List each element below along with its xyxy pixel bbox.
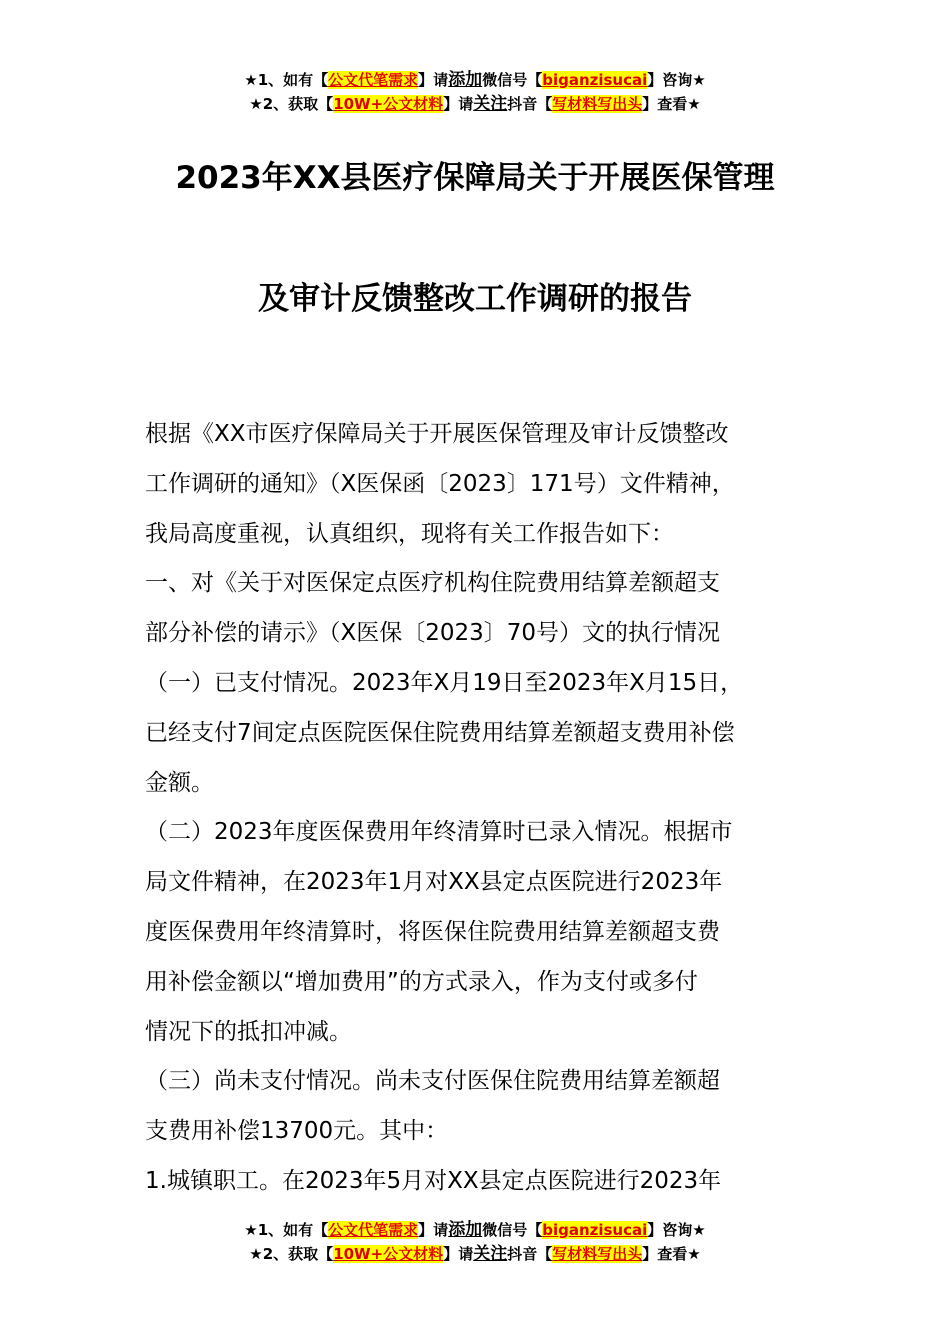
body-line: （一）已支付情况。2023年X月19日至2023年X月15日， [145, 669, 744, 696]
body-line: 局文件精神，在2023年1月对XX县定点医院进行2023年 [145, 869, 723, 896]
body-line: 1.城镇职工。在2023年5月对XX县定点医院进行2023年 [145, 1167, 722, 1194]
body-line: 工作调研的通知》（X医保函〔2023〕171号）文件精神， [145, 470, 735, 497]
promo-line-2: ★2、获取【10W+公文材料】请关注抖音【写材料写出头】查看★ [249, 94, 701, 114]
body-line: 支费用补偿13700元。其中： [145, 1118, 449, 1145]
body-line: 根据《XX市医疗保障局关于开展医保管理及审计反馈整改 [145, 421, 729, 447]
body-line: 一、对《关于对医保定点医疗机构住院费用结算差额超支 [145, 570, 720, 597]
body-line: 金额。 [145, 769, 214, 796]
body-line: （三）尚未支付情况。尚未支付医保住院费用结算差额超 [145, 1068, 720, 1095]
body-line: 度医保费用年终清算时，将医保住院费用结算差额超支费 [145, 918, 720, 945]
body-line: 我局高度重视，认真组织，现将有关工作报告如下： [145, 520, 674, 547]
title-line-1: 2023年XX县医疗保障局关于开展医保管理 [175, 160, 775, 196]
body-line: 用补偿金额以“增加费用”的方式录入，作为支付或多付 [145, 968, 698, 995]
body-line: 部分补偿的请示》（X医保〔2023〕70号）文的执行情况 [145, 620, 721, 647]
promo-banner-top [0, 68, 950, 116]
promo-line-2: ★2、获取【10W+公文材料】请关注抖音【写材料写出头】查看★ [249, 1244, 701, 1264]
body-line: 已经支付7间定点医院医保住院费用结算差额超支费用补偿 [145, 719, 735, 746]
body-line: （二）2023年度医保费用年终清算时已录入情况。根据市 [145, 819, 733, 846]
body-text [145, 410, 845, 1207]
promo-banner-bottom [0, 1218, 950, 1266]
body-line: 情况下的抵扣冲减。 [145, 1018, 352, 1045]
promo-line-1: ★1、如有【公文代笔需求】请添加微信号【biganzisucai】咨询★ [244, 1220, 706, 1240]
promo-line-1: ★1、如有【公文代笔需求】请添加微信号【biganzisucai】咨询★ [244, 70, 706, 90]
title-line-2: 及审计反馈整改工作调研的报告 [258, 281, 692, 317]
